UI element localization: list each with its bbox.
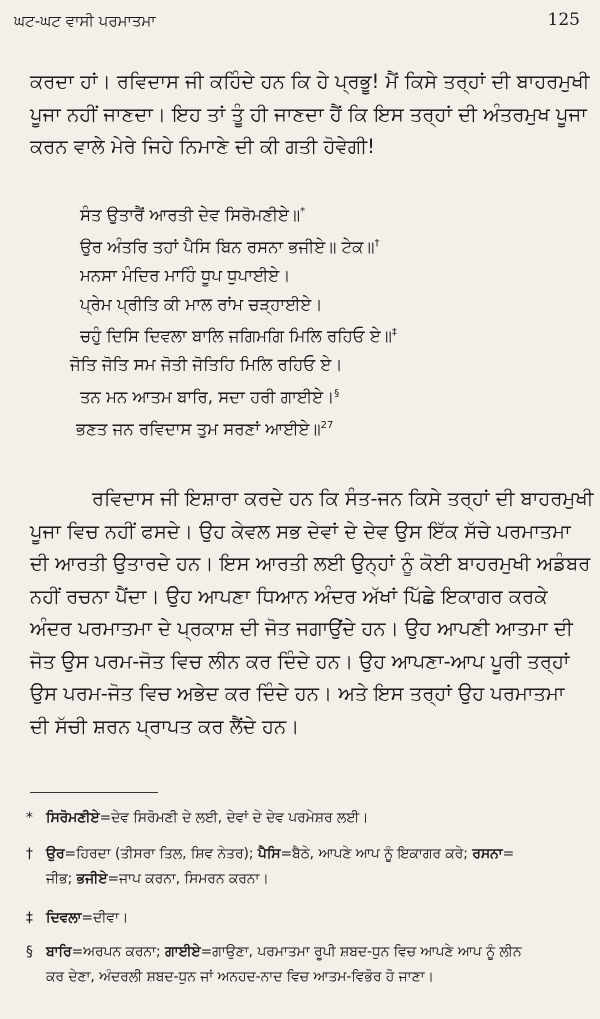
footnote-line bbox=[46, 842, 574, 867]
text-line: ਉਸ ਪਰਮ-ਜੋਤ ਵਿਚ ਅਭੇਦ ਕਰ ਦਿੰਦੇ ਹਨ। ਅਤੇ ਇਸ ਤਰ੍ਹਾਂ ਉਹ ਪਰਮਾਤਮਾ bbox=[30, 682, 565, 705]
footnote-mark: * bbox=[26, 810, 33, 826]
footnote bbox=[26, 940, 574, 990]
footnote-text: =ਦੀਵਾ। bbox=[81, 910, 129, 926]
footnote-line bbox=[46, 867, 574, 892]
footnote-term: ਭਜੀਏ bbox=[76, 871, 108, 887]
text-line: ਦੀ ਸੱਚੀ ਸ਼ਰਨ ਪ੍ਰਾਪਤ ਕਰ ਲੈਂਦੇ ਹਨ। bbox=[30, 714, 300, 738]
footnote-ref: 27 bbox=[320, 419, 334, 431]
footnote-text: =ਅਰਪਨ ਕਰਨਾ; bbox=[71, 944, 166, 960]
page-number: 125 bbox=[547, 10, 580, 30]
footnote-term: ਦਿਵਲਾ bbox=[46, 910, 82, 926]
footnote-term: ਬਾਰਿ bbox=[46, 944, 72, 960]
verse-line: ਚਹੁੰ ਦਿਸਿ ਦਿਵਲਾ ਬਾਲਿ ਜਗਿਮਗਿ ਮਿਲਿ ਰਹਿਓ ਏ॥‡ bbox=[80, 326, 397, 346]
verse-line: ਉਰ ਅੰਤਰਿ ਤਹਾਂ ਪੈਸਿ ਬਿਨ ਰਸਨਾ ਭਜੀਏ॥ ਟੇਕ॥† bbox=[80, 237, 380, 257]
footnote-text: =ਬੈਠੇ, ਆਪਣੇ ਆਪ ਨੂੰ ਇਕਾਗਰ ਕਰੇ; bbox=[280, 846, 473, 862]
footnote bbox=[26, 906, 574, 931]
text-line: ਜੋਤ ਉਸ ਪਰਮ-ਜੋਤ ਵਿਚ ਲੀਨ ਕਰ ਦਿੰਦੇ ਹਨ। ਉਹ ਆਪਣਾ-ਆਪ ਪੂਰੀ ਤਰ੍ਹਾਂ bbox=[30, 649, 570, 673]
footnote-text: =ਦੇਵ ਸਿਰੋਮਣੀ ਦੇ ਲਈ, ਦੇਵਾਂ ਦੇ ਦੇਵ ਪਰਮੇਸ਼ਰ ਲਈ। bbox=[99, 810, 369, 826]
footnote-text: ਕਰ ਦੇਣਾ, ਅੰਦਰਲੀ ਸ਼ਬਦ-ਧੁਨ ਜਾਂ ਅਨਹਦ-ਨਾਦ ਵਿਚ ਆਤਮ-ਵਿਭੋਰ ਹੋ ਜਾਣਾ। bbox=[46, 969, 434, 985]
body-paragraph bbox=[30, 483, 594, 743]
text-line: ਕਰਦਾ ਹਾਂ। ਰਵਿਦਾਸ ਜੀ ਕਹਿੰਦੇ ਹਨ ਕਿ ਹੇ ਪ੍ਰਭੂ! ਮੈਂ ਕਿਸੇ ਤਰ੍ਹਾਂ ਦੀ ਬਾਹਰਮੁਖੀ bbox=[30, 70, 590, 93]
footnote-ref: * bbox=[300, 206, 306, 217]
footnote-term: ਪੈਸਿ bbox=[257, 846, 281, 862]
text-line: ਨਹੀਂ ਰਚਨਾ ਪੈਂਦਾ। ਉਹ ਆਪਣਾ ਧਿਆਨ ਅੰਦਰ ਅੱਖਾਂ ਪਿੱਛੇ ਇਕਾਗਰ ਕਰਕੇ bbox=[30, 584, 548, 608]
footnote-mark: § bbox=[26, 944, 33, 960]
footnote-term: ਗਾਈਏ bbox=[165, 944, 201, 960]
footnote-mark: † bbox=[26, 846, 33, 862]
text-line: ਪੂਜਾ ਵਿਚ ਨਹੀਂ ਫਸਦੇ। ਉਹ ਕੇਵਲ ਸਭ ਦੇਵਾਂ ਦੇ ਦੇਵ ਉਸ ਇੱਕ ਸੱਚੇ ਪਰਮਾਤਮਾ bbox=[30, 519, 571, 543]
footnote-mark: ‡ bbox=[26, 910, 33, 926]
footnote-line bbox=[46, 940, 574, 965]
verse-line: ਜੋਤਿ ਜੋਤਿ ਸਮ ਜੋਤੀ ਜੋਤਿਹਿ ਮਿਲਿ ਰਹਿਓ ਏ। bbox=[70, 355, 343, 374]
text-line: ਕਰਨ ਵਾਲੇ ਮੇਰੇ ਜਿਹੇ ਨਿਮਾਣੇ ਦੀ ਕੀ ਗਤੀ ਹੋਵੇਗੀ! bbox=[30, 135, 375, 158]
footnote-line bbox=[46, 806, 574, 831]
verse-line: ਮਨਸਾ ਮੰਦਿਰ ਮਾਹਿੰ ਧੂਪ ਧੁਪਾਈਏ। bbox=[80, 266, 291, 285]
footnote-line bbox=[46, 906, 574, 931]
footnote-text: =ਗਾਉਣਾ, ਪਰਮਾਤਮਾ ਰੂਪੀ ਸ਼ਬਦ-ਧੁਨ ਵਿਚ ਆਪਣੇ ਆਪ ਨੂੰ ਲੀਨ bbox=[200, 944, 522, 960]
footnote-term: ਉਰ bbox=[46, 846, 65, 862]
footnote-divider bbox=[30, 792, 158, 793]
footnote bbox=[26, 806, 574, 831]
verse-line: ਪ੍ਰੇਮ ਪ੍ਰੀਤਿ ਕੀ ਮਾਲ ਰਾਂਮ ਚੜ੍ਹਾਈਏ। bbox=[80, 294, 323, 314]
text-line: ਅੰਦਰ ਪਰਮਾਤਮਾ ਦੇ ਪ੍ਰਕਾਸ਼ ਦੀ ਜੋਤ ਜਗਾਉਂਦੇ ਹਨ। ਉਹ ਆਪਣੀ ਆਤਮਾ ਦੀ bbox=[30, 617, 573, 640]
footnote-text: = bbox=[502, 846, 515, 862]
running-title: ਘਟ-ਘਟ ਵਾਸੀ ਪਰਮਾਤਮਾ bbox=[14, 12, 156, 30]
footnote-text: ਜੀਭ; bbox=[46, 871, 77, 887]
verse-block bbox=[70, 198, 560, 444]
footnote-text: =ਹਿਰਦਾ (ਤੀਸਰਾ ਤਿਲ, ਸ਼ਿਵ ਨੇਤਰ); bbox=[64, 846, 258, 862]
verse-line: ਸੰਤ ਉਤਾਰੈਂ ਆਰਤੀ ਦੇਵ ਸਿਰੋਮਣੀਏ॥* bbox=[80, 205, 306, 225]
footnote-text: =ਜਾਪ ਕਰਨਾ, ਸਿਮਰਨ ਕਰਨਾ। bbox=[107, 871, 269, 887]
verse-line: ਭਣਤ ਜਨ ਰਵਿਦਾਸ ਤੁਮ ਸਰਣਾਂ ਆਈਏ॥$^{27}$ bbox=[76, 419, 334, 438]
verse-line: ਤਨ ਮਨ ਆਤਮ ਬਾਰਿ, ਸਦਾ ਹਰੀ ਗਾਈਏ।§ bbox=[80, 387, 340, 406]
footnote-line bbox=[46, 965, 574, 990]
footnote-ref: ‡ bbox=[391, 327, 397, 338]
intro-paragraph bbox=[30, 66, 590, 164]
footnote-term: ਰਸਨਾ bbox=[472, 846, 503, 862]
footnote bbox=[26, 842, 574, 892]
footnote-ref: § bbox=[334, 387, 340, 399]
page-header bbox=[14, 10, 580, 34]
text-line: ਰਵਿਦਾਸ ਜੀ ਇਸ਼ਾਰਾ ਕਰਦੇ ਹਨ ਕਿ ਸੰਤ-ਜਨ ਕਿਸੇ ਤਰ੍ਹਾਂ ਦੀ ਬਾਹਰਮੁਖੀ bbox=[92, 487, 594, 510]
footnote-ref: † bbox=[374, 238, 380, 249]
text-line: ਪੂਜਾ ਨਹੀਂ ਜਾਣਦਾ। ਇਹ ਤਾਂ ਤੂੰ ਹੀ ਜਾਣਦਾ ਹੈਂ ਕਿ ਇਸ ਤਰ੍ਹਾਂ ਦੀ ਅੰਤਰਮੁਖ ਪੂਜਾ bbox=[30, 102, 587, 126]
footnote-term: ਸਿਰੋਮਣੀਏ bbox=[46, 810, 100, 826]
text-line: ਦੀ ਆਰਤੀ ਉਤਾਰਦੇ ਹਨ। ਇਸ ਆਰਤੀ ਲਈ ਉਨ੍ਹਾਂ ਨੂੰ ਕੋਈ ਬਾਹਰਮੁਖੀ ਅਡੰਬਰ bbox=[30, 552, 591, 575]
